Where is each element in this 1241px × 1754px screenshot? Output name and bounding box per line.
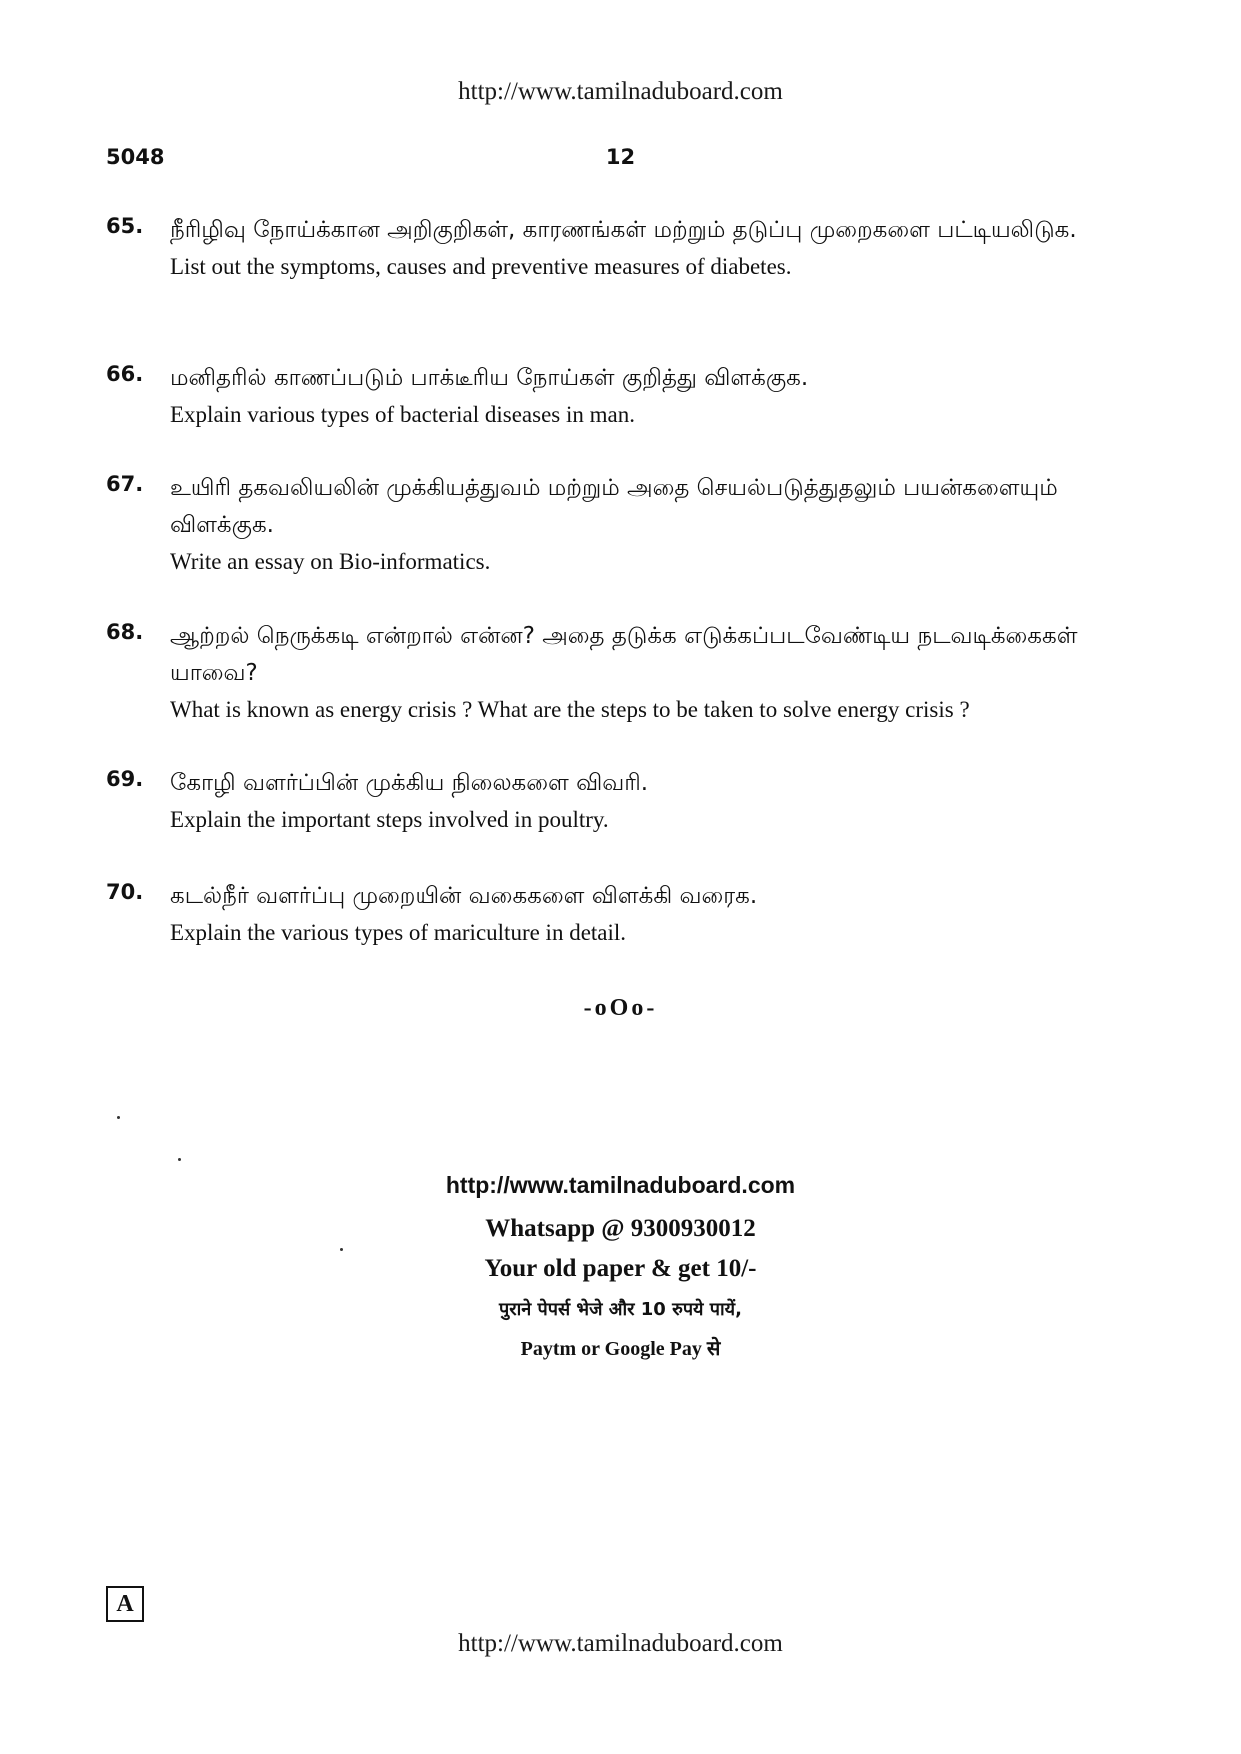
question-english: What is known as energy crisis ? What are the steps to be taken to solve energy crisis ? (170, 697, 970, 722)
question-tamil: நீரிழிவு நோய்க்கான அறிகுறிகள், காரணங்கள் மற்றும் தடுப்பு முறைகளை பட்டியலிடுக. (170, 217, 1077, 243)
version-badge: A (106, 1586, 144, 1622)
scan-speck (178, 1158, 181, 1161)
bottom-url[interactable]: http://www.tamilnaduboard.com (458, 1630, 783, 1657)
question-number: 70. (106, 880, 144, 904)
end-mark: -oOo- (583, 995, 658, 1021)
question-65 (106, 212, 1136, 285)
question-70 (106, 878, 1136, 951)
question-english: Explain the various types of mariculture in detail. (170, 920, 627, 945)
question-tamil: கடல்நீர் வளர்ப்பு முறையின் வகைகளை விளக்கி வரைக. (170, 883, 758, 909)
footer-url[interactable]: http://www.tamilnaduboard.com (445, 1172, 796, 1198)
question-tamil: ஆற்றல் நெருக்கடி என்றால் என்ன? அதை தடுக்க எடுக்கப்படவேண்டிய நடவடிக்கைகள் யாவை? (170, 623, 1078, 686)
footer-hindi-text: पुराने पेपर्स भेजे और 10 रुपये पायें, (499, 1299, 742, 1320)
question-english: List out the symptoms, causes and preventive measures of diabetes. (170, 254, 792, 279)
question-english: Explain the important steps involved in poultry. (170, 807, 609, 832)
question-english: Explain various types of bacterial diseases in man. (170, 402, 635, 427)
question-68 (106, 618, 1136, 728)
question-66 (106, 360, 1136, 433)
question-number: 66. (106, 362, 144, 386)
question-tamil: மனிதரில் காணப்படும் பாக்டீரிய நோய்கள் குறித்து விளக்குக. (170, 365, 809, 391)
question-english: Write an essay on Bio-informatics. (170, 549, 491, 574)
footer-whatsapp: Whatsapp @ 9300930012 (485, 1215, 756, 1242)
header-url[interactable]: http://www.tamilnaduboard.com (458, 78, 783, 105)
scan-speck (340, 1248, 343, 1251)
footer-payment: Paytm or Google Pay से (520, 1338, 721, 1360)
scan-speck (117, 1116, 120, 1119)
question-tamil: உயிரி தகவலியலின் முக்கியத்துவம் மற்றும் அதை செயல்படுத்துதலும் பயன்களையும் விளக்குக. (170, 475, 1058, 538)
question-tamil: கோழி வளர்ப்பின் முக்கிய நிலைகளை விவரி. (170, 770, 649, 796)
question-67 (106, 470, 1136, 580)
question-69 (106, 765, 1136, 838)
page-number: 12 (605, 145, 636, 169)
question-number: 69. (106, 767, 144, 791)
question-number: 68. (106, 620, 144, 644)
question-number: 65. (106, 214, 144, 238)
paper-code: 5048 (106, 145, 165, 169)
question-number: 67. (106, 472, 144, 496)
footer-old-paper: Your old paper & get 10/- (484, 1255, 757, 1282)
